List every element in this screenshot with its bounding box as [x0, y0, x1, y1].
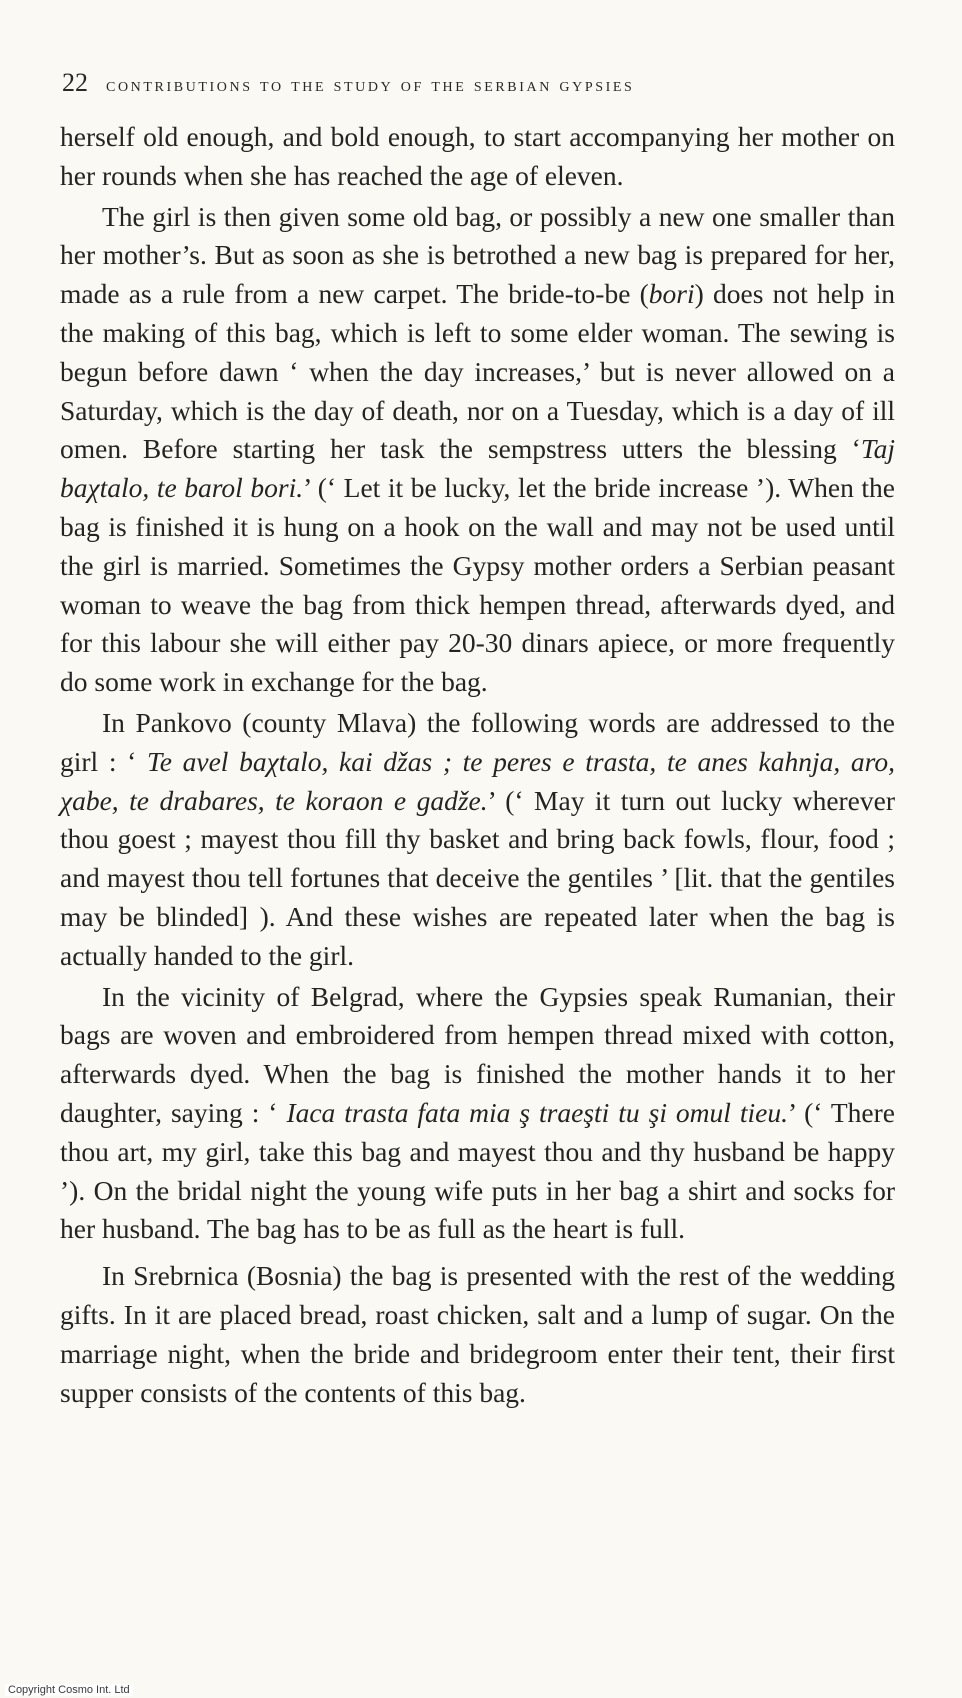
text-run: In the vicinity of Belgrad, where the Gypsies speak Rumanian, their bags are woven and embroidered from hempen thread mixed with cotton, afterwards dyed. When the bag is finished the mother hands it to her daughter, saying : ‘: [60, 980, 895, 1128]
paragraph-bag-making: [60, 198, 895, 702]
italic-phrase: Te avel baχtalo, kai džas ; te peres e trasta, te anes kahnja, aro, χabe, te drabares, te koraon e gadže.: [60, 745, 895, 816]
paragraph-continued: [60, 118, 895, 196]
paragraph-pankovo: [60, 704, 895, 976]
text-run: In Srebrnica (Bosnia) the bag is presented with the rest of the wedding gifts. In it are placed bread, roast chicken, salt and a lump of sugar. On the marriage night, when the bride and bridegroom enter their tent, their first supper consists of the contents of this bag.: [60, 1260, 895, 1408]
body-text: [60, 118, 895, 1412]
copyright-watermark: Copyright Cosmo Int. Ltd: [5, 1684, 133, 1696]
text-run: herself old enough, and bold enough, to start accompanying her mother on her rounds when she has reached the age of eleven.: [60, 121, 895, 191]
page-number: 22: [62, 68, 88, 97]
italic-phrase: Taj baχtalo, te barol bori.: [60, 433, 895, 504]
paragraph-belgrad: [60, 978, 895, 1250]
text-run: ’ (‘ May it turn out lucky wherever thou goest ; mayest thou fill thy basket and bring back fowls, flour, food ; and mayest thou tell fortunes that deceive the gentiles ’ [lit. that the gentiles may be blinded] ). And these wishes are repeated later when the bag is actually handed to the girl.: [60, 784, 895, 971]
text-run: ’ (‘ Let it be lucky, let the bride increase ’). When the bag is finished it is hung on a hook on the wall and may not be used until the girl is married. Sometimes the Gypsy mother orders a Serbian peasant woman to weave the bag from thick hempen thread, afterwards dyed, and for this labour she will either pay 20-30 dinars apiece, or more frequently do some work in exchange for the bag.: [60, 472, 895, 698]
text-run: In Pankovo (county Mlava) the following words are addressed to the girl : ‘: [60, 706, 895, 777]
running-title: contributions to the study of the serbian gypsies: [106, 75, 635, 96]
text-run: ) does not help in the making of this bag, which is left to some elder woman. The sewing is begun before dawn ‘ when the day increases,’ but is never allowed on a Saturday, which is the day of death, nor on a Tuesday, which is a day of ill omen. Before starting her task the sempstress utters the blessing ‘: [60, 278, 895, 465]
italic-phrase: bori: [648, 278, 695, 310]
text-run: ’ (‘ There thou art, my girl, take this bag and mayest thou and thy husband be happy ’). On the bridal night the young wife puts in her bag a shirt and socks for her husband. The bag has to be as full as the heart is full.: [60, 1096, 895, 1245]
italic-phrase: Iaca trasta fata mia ş traeşti tu şi omul tieu.: [286, 1096, 789, 1128]
paragraph-srebrnica: [60, 1257, 895, 1412]
text-run: The girl is then given some old bag, or possibly a new one smaller than her mother’s. But as soon as she is betrothed a new bag is prepared for her, made as a rule from a new carpet. The bride-to-be (: [60, 200, 895, 310]
page-header: [62, 68, 902, 98]
